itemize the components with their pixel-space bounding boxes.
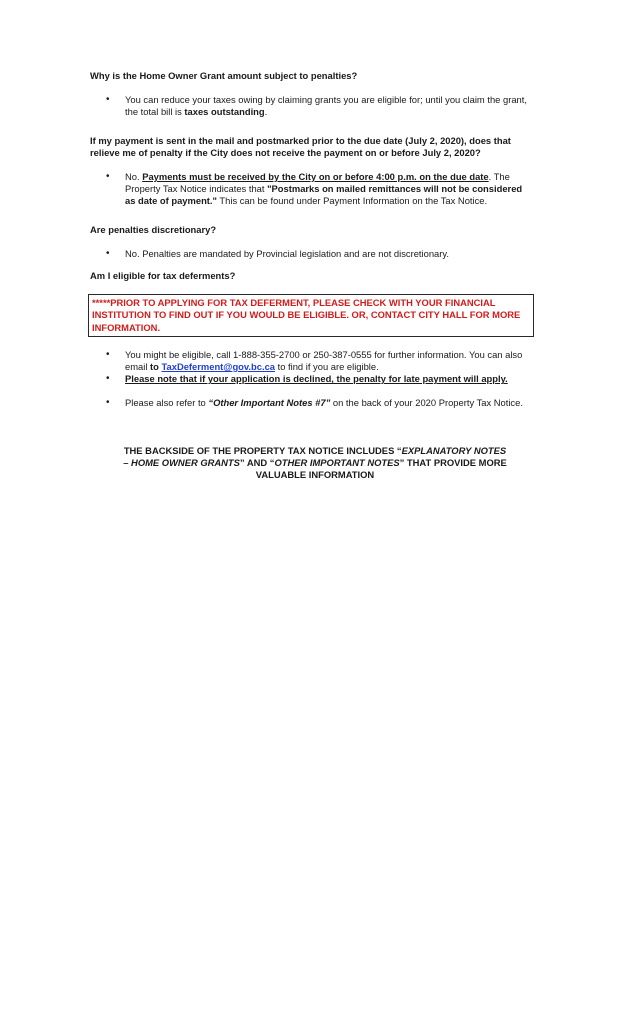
backside-note: [90, 445, 540, 482]
answer-reference: “Other Important Notes #7”: [208, 397, 331, 409]
answer-text: to find if you are eligible.: [275, 361, 379, 373]
answer-text: No. Penalties are mandated by Provincial legislation and are not discretionary.: [125, 247, 449, 259]
answer-text: on the back of your 2020 Property Tax Notice.: [330, 397, 523, 409]
answer-list: [90, 94, 540, 118]
answer-list: [90, 248, 540, 260]
answer-item: [90, 397, 540, 409]
question-tax-deferments: Am I eligible for tax deferments?: [90, 270, 236, 282]
footer-italic: EXPLANATORY NOTES – HOME OWNER GRANTS: [123, 445, 507, 469]
answer-emphasis: to: [150, 361, 162, 373]
answer-quote: "Postmarks on mailed remittances will not be considered as date of payment.": [125, 183, 523, 207]
answer-emphasis: taxes outstanding: [184, 106, 265, 118]
answer-text: .: [264, 106, 268, 118]
answer-item: [90, 94, 540, 118]
question-mail-postmark: If my payment is sent in the mail and postmarked prior to the due date (July 2, 2020), does that relieve me of penalty if the City does not receive the payment on or before July 2, 2020?: [90, 134, 511, 158]
answer-list: [90, 349, 540, 386]
answer-text: . The Property Tax Notice indicates that: [125, 171, 510, 195]
footer-text: ” AND “: [239, 457, 275, 469]
answer-item: [90, 171, 540, 208]
answer-text: This can be found under Payment Information on the Tax Notice.: [216, 195, 488, 207]
answer-text: You can reduce your taxes owing by claiming grants you are eligible for; until you claim the grant, the total bill is: [125, 94, 527, 118]
question-penalties-discretionary: Are penalties discretionary?: [90, 223, 217, 235]
late-payment-note: Please note that if your application is declined, the penalty for late payment will apply.: [125, 373, 508, 385]
warning-box: *****PRIOR TO APPLYING FOR TAX DEFERMENT, PLEASE CHECK WITH YOUR FINANCIAL INSTITUTION TO FIND OUT IF YOU WOULD BE ELIGIBLE. OR, CONTACT CITY HALL FOR MORE INFORMATION.: [88, 294, 534, 337]
footer-text: THE BACKSIDE OF THE PROPERTY TAX NOTICE INCLUDES “: [123, 445, 402, 457]
answer-item: [90, 349, 540, 373]
question-home-owner-grant-penalty: Why is the Home Owner Grant amount subject to penalties?: [90, 70, 358, 81]
faq-content: [90, 70, 540, 491]
answer-text: Please also refer to: [125, 397, 209, 409]
answer-list: [90, 397, 540, 409]
answer-item: [90, 248, 540, 260]
answer-emphasis: Payments must be received by the City on or before 4:00 p.m. on the due date: [142, 171, 489, 183]
footer-italic: OTHER IMPORTANT NOTES: [274, 457, 400, 469]
tax-deferment-email-link[interactable]: TaxDeferment@gov.bc.ca: [161, 361, 275, 373]
answer-text: You might be eligible, call 1-888-355-2700 or 250-387-0555 for further information. You can also email: [125, 348, 523, 373]
answer-item: [90, 373, 540, 385]
answer-list: [90, 171, 540, 208]
answer-text: No.: [125, 171, 143, 183]
footer-text: ” THAT PROVIDE MORE VALUABLE INFORMATION: [255, 457, 507, 481]
